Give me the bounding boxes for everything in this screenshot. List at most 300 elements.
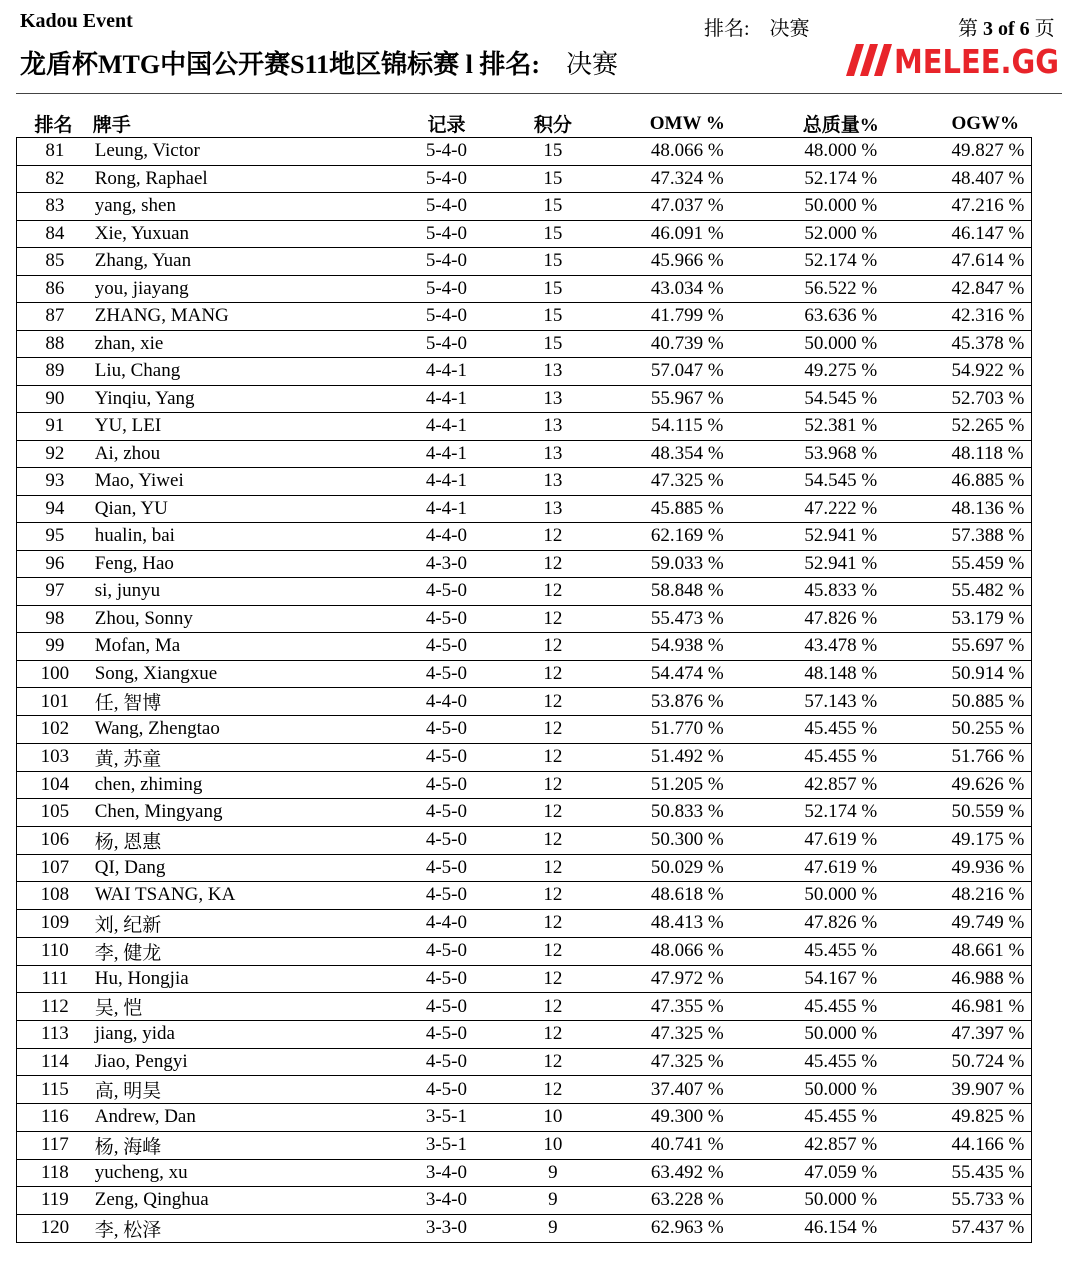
cell-ogw: 54.922 % bbox=[920, 358, 1032, 386]
cell-points: 12 bbox=[493, 882, 612, 910]
cell-player: 黄, 苏童 bbox=[93, 743, 400, 771]
col-omw-header: OMW % bbox=[613, 110, 762, 138]
cell-gwp: 52.941 % bbox=[762, 550, 919, 578]
cell-points: 10 bbox=[493, 1131, 612, 1159]
cell-omw: 63.492 % bbox=[613, 1159, 762, 1187]
cell-rank: 104 bbox=[17, 771, 93, 799]
table-row bbox=[17, 688, 1032, 716]
cell-points: 12 bbox=[493, 688, 612, 716]
cell-record: 4-4-0 bbox=[400, 523, 494, 551]
cell-ogw: 50.559 % bbox=[920, 799, 1032, 827]
cell-omw: 58.848 % bbox=[613, 578, 762, 606]
cell-ogw: 42.847 % bbox=[920, 275, 1032, 303]
cell-gwp: 57.143 % bbox=[762, 688, 919, 716]
cell-points: 12 bbox=[493, 854, 612, 882]
table-row bbox=[17, 495, 1032, 523]
cell-rank: 90 bbox=[17, 385, 93, 413]
cell-player: 杨, 恩惠 bbox=[93, 826, 400, 854]
cell-rank: 118 bbox=[17, 1159, 93, 1187]
table-row bbox=[17, 1214, 1032, 1242]
cell-record: 3-5-1 bbox=[400, 1131, 494, 1159]
table-row bbox=[17, 138, 1032, 166]
cell-ogw: 47.397 % bbox=[920, 1021, 1032, 1049]
cell-rank: 85 bbox=[17, 248, 93, 276]
cell-omw: 43.034 % bbox=[613, 275, 762, 303]
cell-record: 4-5-0 bbox=[400, 716, 494, 744]
cell-rank: 88 bbox=[17, 330, 93, 358]
cell-gwp: 47.059 % bbox=[762, 1159, 919, 1187]
cell-record: 4-4-1 bbox=[400, 385, 494, 413]
cell-points: 10 bbox=[493, 1104, 612, 1132]
cell-record: 4-4-1 bbox=[400, 440, 494, 468]
cell-ogw: 47.216 % bbox=[920, 193, 1032, 221]
cell-record: 5-4-0 bbox=[400, 220, 494, 248]
cell-ogw: 48.407 % bbox=[920, 165, 1032, 193]
table-row bbox=[17, 330, 1032, 358]
cell-record: 4-5-0 bbox=[400, 605, 494, 633]
cell-gwp: 49.275 % bbox=[762, 358, 919, 386]
cell-record: 4-5-0 bbox=[400, 743, 494, 771]
cell-omw: 54.938 % bbox=[613, 633, 762, 661]
cell-gwp: 42.857 % bbox=[762, 1131, 919, 1159]
cell-player: Yinqiu, Yang bbox=[93, 385, 400, 413]
cell-points: 12 bbox=[493, 965, 612, 993]
cell-omw: 54.474 % bbox=[613, 660, 762, 688]
cell-player: si, junyu bbox=[93, 578, 400, 606]
cell-ogw: 57.388 % bbox=[920, 523, 1032, 551]
col-player-header: 牌手 bbox=[93, 110, 400, 138]
cell-ogw: 51.766 % bbox=[920, 743, 1032, 771]
table-row bbox=[17, 1159, 1032, 1187]
table-row bbox=[17, 937, 1032, 965]
cell-gwp: 48.000 % bbox=[762, 138, 919, 166]
cell-record: 4-4-1 bbox=[400, 413, 494, 441]
cell-player: yucheng, xu bbox=[93, 1159, 400, 1187]
cell-points: 13 bbox=[493, 468, 612, 496]
cell-points: 15 bbox=[493, 303, 612, 331]
cell-gwp: 53.968 % bbox=[762, 440, 919, 468]
table-row bbox=[17, 633, 1032, 661]
cell-points: 12 bbox=[493, 633, 612, 661]
cell-player: Zeng, Qinghua bbox=[93, 1187, 400, 1215]
standings-table bbox=[16, 110, 1032, 1243]
table-row bbox=[17, 716, 1032, 744]
cell-player: Mofan, Ma bbox=[93, 633, 400, 661]
cell-player: 李, 松泽 bbox=[93, 1214, 400, 1242]
cell-omw: 41.799 % bbox=[613, 303, 762, 331]
cell-omw: 40.741 % bbox=[613, 1131, 762, 1159]
col-record-header: 记录 bbox=[400, 110, 494, 138]
table-row bbox=[17, 965, 1032, 993]
cell-rank: 106 bbox=[17, 826, 93, 854]
cell-record: 5-4-0 bbox=[400, 248, 494, 276]
cell-ogw: 48.136 % bbox=[920, 495, 1032, 523]
cell-ogw: 53.179 % bbox=[920, 605, 1032, 633]
cell-omw: 53.876 % bbox=[613, 688, 762, 716]
cell-omw: 40.739 % bbox=[613, 330, 762, 358]
cell-gwp: 52.174 % bbox=[762, 248, 919, 276]
cell-gwp: 52.000 % bbox=[762, 220, 919, 248]
cell-record: 4-5-0 bbox=[400, 1021, 494, 1049]
cell-ogw: 57.437 % bbox=[920, 1214, 1032, 1242]
cell-gwp: 52.174 % bbox=[762, 165, 919, 193]
cell-points: 12 bbox=[493, 550, 612, 578]
cell-gwp: 47.826 % bbox=[762, 605, 919, 633]
cell-ogw: 50.914 % bbox=[920, 660, 1032, 688]
cell-player: chen, zhiming bbox=[93, 771, 400, 799]
cell-omw: 48.066 % bbox=[613, 937, 762, 965]
cell-gwp: 52.174 % bbox=[762, 799, 919, 827]
table-row bbox=[17, 550, 1032, 578]
cell-rank: 81 bbox=[17, 138, 93, 166]
cell-gwp: 42.857 % bbox=[762, 771, 919, 799]
page-suffix: 页 bbox=[1029, 18, 1055, 40]
cell-points: 15 bbox=[493, 275, 612, 303]
cell-record: 4-5-0 bbox=[400, 965, 494, 993]
cell-record: 4-5-0 bbox=[400, 1076, 494, 1104]
table-row bbox=[17, 1021, 1032, 1049]
cell-rank: 99 bbox=[17, 633, 93, 661]
cell-gwp: 46.154 % bbox=[762, 1214, 919, 1242]
page-total: 6 bbox=[1019, 18, 1030, 40]
cell-rank: 92 bbox=[17, 440, 93, 468]
cell-gwp: 45.455 % bbox=[762, 1048, 919, 1076]
cell-points: 15 bbox=[493, 220, 612, 248]
cell-player: Leung, Victor bbox=[93, 138, 400, 166]
cell-omw: 50.300 % bbox=[613, 826, 762, 854]
cell-record: 3-4-0 bbox=[400, 1187, 494, 1215]
cell-points: 13 bbox=[493, 495, 612, 523]
table-row bbox=[17, 660, 1032, 688]
cell-rank: 114 bbox=[17, 1048, 93, 1076]
cell-player: 任, 智博 bbox=[93, 688, 400, 716]
cell-omw: 59.033 % bbox=[613, 550, 762, 578]
table-row bbox=[17, 1076, 1032, 1104]
cell-ogw: 39.907 % bbox=[920, 1076, 1032, 1104]
cell-omw: 49.300 % bbox=[613, 1104, 762, 1132]
cell-ogw: 49.626 % bbox=[920, 771, 1032, 799]
cell-gwp: 47.619 % bbox=[762, 826, 919, 854]
cell-ogw: 46.988 % bbox=[920, 965, 1032, 993]
table-row bbox=[17, 275, 1032, 303]
cell-gwp: 48.148 % bbox=[762, 660, 919, 688]
cell-rank: 93 bbox=[17, 468, 93, 496]
cell-points: 12 bbox=[493, 523, 612, 551]
cell-record: 4-4-1 bbox=[400, 495, 494, 523]
cell-rank: 115 bbox=[17, 1076, 93, 1104]
cell-points: 12 bbox=[493, 578, 612, 606]
cell-points: 12 bbox=[493, 716, 612, 744]
cell-record: 4-5-0 bbox=[400, 854, 494, 882]
cell-rank: 95 bbox=[17, 523, 93, 551]
cell-omw: 54.115 % bbox=[613, 413, 762, 441]
page-prefix: 第 bbox=[958, 18, 983, 40]
cell-omw: 47.972 % bbox=[613, 965, 762, 993]
cell-omw: 46.091 % bbox=[613, 220, 762, 248]
cell-ogw: 44.166 % bbox=[920, 1131, 1032, 1159]
page-title bbox=[20, 44, 618, 81]
cell-points: 13 bbox=[493, 440, 612, 468]
cell-omw: 57.047 % bbox=[613, 358, 762, 386]
cell-record: 5-4-0 bbox=[400, 303, 494, 331]
cell-player: Wang, Zhengtao bbox=[93, 716, 400, 744]
rank-stage-label: 排名: 决赛 bbox=[704, 18, 810, 40]
cell-rank: 84 bbox=[17, 220, 93, 248]
logo-slashes-icon bbox=[846, 44, 892, 76]
cell-points: 12 bbox=[493, 1048, 612, 1076]
cell-player: 杨, 海峰 bbox=[93, 1131, 400, 1159]
cell-points: 12 bbox=[493, 1021, 612, 1049]
cell-points: 12 bbox=[493, 743, 612, 771]
cell-omw: 48.354 % bbox=[613, 440, 762, 468]
cell-rank: 98 bbox=[17, 605, 93, 633]
cell-omw: 45.966 % bbox=[613, 248, 762, 276]
cell-player: Jiao, Pengyi bbox=[93, 1048, 400, 1076]
cell-gwp: 54.167 % bbox=[762, 965, 919, 993]
cell-rank: 100 bbox=[17, 660, 93, 688]
cell-player: zhan, xie bbox=[93, 330, 400, 358]
table-row bbox=[17, 358, 1032, 386]
col-rank-header: 排名 bbox=[17, 110, 93, 138]
cell-ogw: 49.749 % bbox=[920, 909, 1032, 937]
cell-record: 5-4-0 bbox=[400, 138, 494, 166]
cell-player: Mao, Yiwei bbox=[93, 468, 400, 496]
cell-rank: 91 bbox=[17, 413, 93, 441]
cell-omw: 47.355 % bbox=[613, 993, 762, 1021]
cell-record: 4-4-1 bbox=[400, 358, 494, 386]
table-row bbox=[17, 385, 1032, 413]
cell-points: 9 bbox=[493, 1187, 612, 1215]
cell-rank: 96 bbox=[17, 550, 93, 578]
table-row bbox=[17, 909, 1032, 937]
cell-points: 12 bbox=[493, 993, 612, 1021]
cell-player: Rong, Raphael bbox=[93, 165, 400, 193]
cell-gwp: 63.636 % bbox=[762, 303, 919, 331]
table-row bbox=[17, 771, 1032, 799]
table-row bbox=[17, 303, 1032, 331]
cell-player: Qian, YU bbox=[93, 495, 400, 523]
table-row bbox=[17, 993, 1032, 1021]
cell-omw: 55.473 % bbox=[613, 605, 762, 633]
cell-rank: 82 bbox=[17, 165, 93, 193]
cell-omw: 47.325 % bbox=[613, 468, 762, 496]
cell-player: 刘, 纪新 bbox=[93, 909, 400, 937]
cell-points: 15 bbox=[493, 165, 612, 193]
cell-points: 15 bbox=[493, 138, 612, 166]
cell-points: 12 bbox=[493, 799, 612, 827]
cell-omw: 48.066 % bbox=[613, 138, 762, 166]
cell-record: 4-5-0 bbox=[400, 799, 494, 827]
cell-gwp: 52.941 % bbox=[762, 523, 919, 551]
cell-record: 5-4-0 bbox=[400, 275, 494, 303]
cell-rank: 103 bbox=[17, 743, 93, 771]
table-row bbox=[17, 413, 1032, 441]
cell-omw: 45.885 % bbox=[613, 495, 762, 523]
cell-ogw: 50.724 % bbox=[920, 1048, 1032, 1076]
cell-points: 12 bbox=[493, 909, 612, 937]
cell-record: 4-4-1 bbox=[400, 468, 494, 496]
event-name: Kadou Event bbox=[20, 10, 133, 32]
cell-player: Andrew, Dan bbox=[93, 1104, 400, 1132]
cell-gwp: 50.000 % bbox=[762, 330, 919, 358]
cell-record: 3-5-1 bbox=[400, 1104, 494, 1132]
cell-ogw: 49.827 % bbox=[920, 138, 1032, 166]
cell-record: 5-4-0 bbox=[400, 330, 494, 358]
cell-gwp: 47.619 % bbox=[762, 854, 919, 882]
title-main: 龙盾杯MTG中国公开赛S11地区锦标赛 l 排名: bbox=[20, 50, 541, 79]
table-row bbox=[17, 743, 1032, 771]
header-divider bbox=[16, 93, 1062, 94]
cell-ogw: 49.936 % bbox=[920, 854, 1032, 882]
cell-player: Chen, Mingyang bbox=[93, 799, 400, 827]
cell-ogw: 46.981 % bbox=[920, 993, 1032, 1021]
cell-gwp: 45.455 % bbox=[762, 743, 919, 771]
cell-points: 13 bbox=[493, 385, 612, 413]
table-row bbox=[17, 220, 1032, 248]
table-row bbox=[17, 1131, 1032, 1159]
cell-rank: 110 bbox=[17, 937, 93, 965]
cell-player: 吴, 恺 bbox=[93, 993, 400, 1021]
cell-ogw: 46.147 % bbox=[920, 220, 1032, 248]
cell-omw: 50.029 % bbox=[613, 854, 762, 882]
cell-omw: 47.324 % bbox=[613, 165, 762, 193]
cell-gwp: 43.478 % bbox=[762, 633, 919, 661]
cell-omw: 47.325 % bbox=[613, 1021, 762, 1049]
table-row bbox=[17, 1104, 1032, 1132]
cell-rank: 94 bbox=[17, 495, 93, 523]
cell-record: 4-5-0 bbox=[400, 1048, 494, 1076]
cell-player: YU, LEI bbox=[93, 413, 400, 441]
cell-points: 12 bbox=[493, 937, 612, 965]
cell-rank: 97 bbox=[17, 578, 93, 606]
cell-ogw: 46.885 % bbox=[920, 468, 1032, 496]
cell-player: 高, 明昊 bbox=[93, 1076, 400, 1104]
cell-rank: 86 bbox=[17, 275, 93, 303]
cell-omw: 37.407 % bbox=[613, 1076, 762, 1104]
cell-player: QI, Dang bbox=[93, 854, 400, 882]
cell-ogw: 49.825 % bbox=[920, 1104, 1032, 1132]
cell-points: 13 bbox=[493, 413, 612, 441]
cell-record: 4-5-0 bbox=[400, 660, 494, 688]
cell-rank: 116 bbox=[17, 1104, 93, 1132]
table-header-row bbox=[17, 110, 1032, 138]
cell-omw: 62.169 % bbox=[613, 523, 762, 551]
cell-rank: 109 bbox=[17, 909, 93, 937]
logo-text: MELEE.GG bbox=[894, 42, 1059, 81]
table-row bbox=[17, 578, 1032, 606]
cell-omw: 48.618 % bbox=[613, 882, 762, 910]
cell-gwp: 54.545 % bbox=[762, 385, 919, 413]
cell-ogw: 48.216 % bbox=[920, 882, 1032, 910]
cell-ogw: 55.459 % bbox=[920, 550, 1032, 578]
col-points-header: 积分 bbox=[493, 110, 612, 138]
cell-player: Ai, zhou bbox=[93, 440, 400, 468]
cell-points: 9 bbox=[493, 1214, 612, 1242]
table-row bbox=[17, 193, 1032, 221]
table-row bbox=[17, 826, 1032, 854]
cell-gwp: 45.455 % bbox=[762, 1104, 919, 1132]
cell-points: 15 bbox=[493, 248, 612, 276]
cell-player: Hu, Hongjia bbox=[93, 965, 400, 993]
cell-player: WAI TSANG, KA bbox=[93, 882, 400, 910]
cell-gwp: 45.455 % bbox=[762, 716, 919, 744]
cell-player: yang, shen bbox=[93, 193, 400, 221]
cell-ogw: 55.733 % bbox=[920, 1187, 1032, 1215]
cell-rank: 113 bbox=[17, 1021, 93, 1049]
cell-record: 4-5-0 bbox=[400, 826, 494, 854]
cell-player: you, jiayang bbox=[93, 275, 400, 303]
cell-points: 15 bbox=[493, 193, 612, 221]
cell-points: 12 bbox=[493, 1076, 612, 1104]
cell-gwp: 50.000 % bbox=[762, 193, 919, 221]
cell-omw: 47.037 % bbox=[613, 193, 762, 221]
cell-rank: 120 bbox=[17, 1214, 93, 1242]
cell-ogw: 52.703 % bbox=[920, 385, 1032, 413]
cell-player: Song, Xiangxue bbox=[93, 660, 400, 688]
cell-omw: 51.205 % bbox=[613, 771, 762, 799]
table-row bbox=[17, 882, 1032, 910]
cell-record: 4-5-0 bbox=[400, 771, 494, 799]
cell-ogw: 48.661 % bbox=[920, 937, 1032, 965]
cell-player: Zhang, Yuan bbox=[93, 248, 400, 276]
cell-player: jiang, yida bbox=[93, 1021, 400, 1049]
cell-rank: 119 bbox=[17, 1187, 93, 1215]
table-row bbox=[17, 799, 1032, 827]
cell-rank: 87 bbox=[17, 303, 93, 331]
cell-record: 4-5-0 bbox=[400, 937, 494, 965]
table-row bbox=[17, 1048, 1032, 1076]
cell-gwp: 52.381 % bbox=[762, 413, 919, 441]
cell-ogw: 50.255 % bbox=[920, 716, 1032, 744]
cell-ogw: 49.175 % bbox=[920, 826, 1032, 854]
table-row bbox=[17, 440, 1032, 468]
page-of: of bbox=[993, 18, 1020, 40]
cell-gwp: 45.455 % bbox=[762, 993, 919, 1021]
cell-record: 4-4-0 bbox=[400, 688, 494, 716]
table-row bbox=[17, 468, 1032, 496]
cell-player: Zhou, Sonny bbox=[93, 605, 400, 633]
cell-points: 12 bbox=[493, 660, 612, 688]
cell-omw: 47.325 % bbox=[613, 1048, 762, 1076]
cell-gwp: 50.000 % bbox=[762, 1187, 919, 1215]
cell-gwp: 45.833 % bbox=[762, 578, 919, 606]
cell-rank: 108 bbox=[17, 882, 93, 910]
table-row bbox=[17, 854, 1032, 882]
cell-rank: 102 bbox=[17, 716, 93, 744]
cell-points: 12 bbox=[493, 605, 612, 633]
cell-ogw: 47.614 % bbox=[920, 248, 1032, 276]
page-number bbox=[958, 12, 1055, 41]
cell-record: 4-5-0 bbox=[400, 993, 494, 1021]
cell-rank: 107 bbox=[17, 854, 93, 882]
cell-points: 12 bbox=[493, 771, 612, 799]
cell-record: 5-4-0 bbox=[400, 165, 494, 193]
cell-ogw: 55.697 % bbox=[920, 633, 1032, 661]
cell-record: 4-5-0 bbox=[400, 633, 494, 661]
cell-record: 4-4-0 bbox=[400, 909, 494, 937]
page-current: 3 bbox=[983, 18, 993, 40]
cell-rank: 105 bbox=[17, 799, 93, 827]
cell-points: 15 bbox=[493, 330, 612, 358]
cell-record: 3-3-0 bbox=[400, 1214, 494, 1242]
cell-record: 4-5-0 bbox=[400, 578, 494, 606]
cell-omw: 62.963 % bbox=[613, 1214, 762, 1242]
col-gwp-header: 总质量% bbox=[762, 110, 919, 138]
cell-rank: 89 bbox=[17, 358, 93, 386]
melee-gg-logo bbox=[846, 40, 1061, 80]
cell-points: 12 bbox=[493, 826, 612, 854]
cell-player: Xie, Yuxuan bbox=[93, 220, 400, 248]
